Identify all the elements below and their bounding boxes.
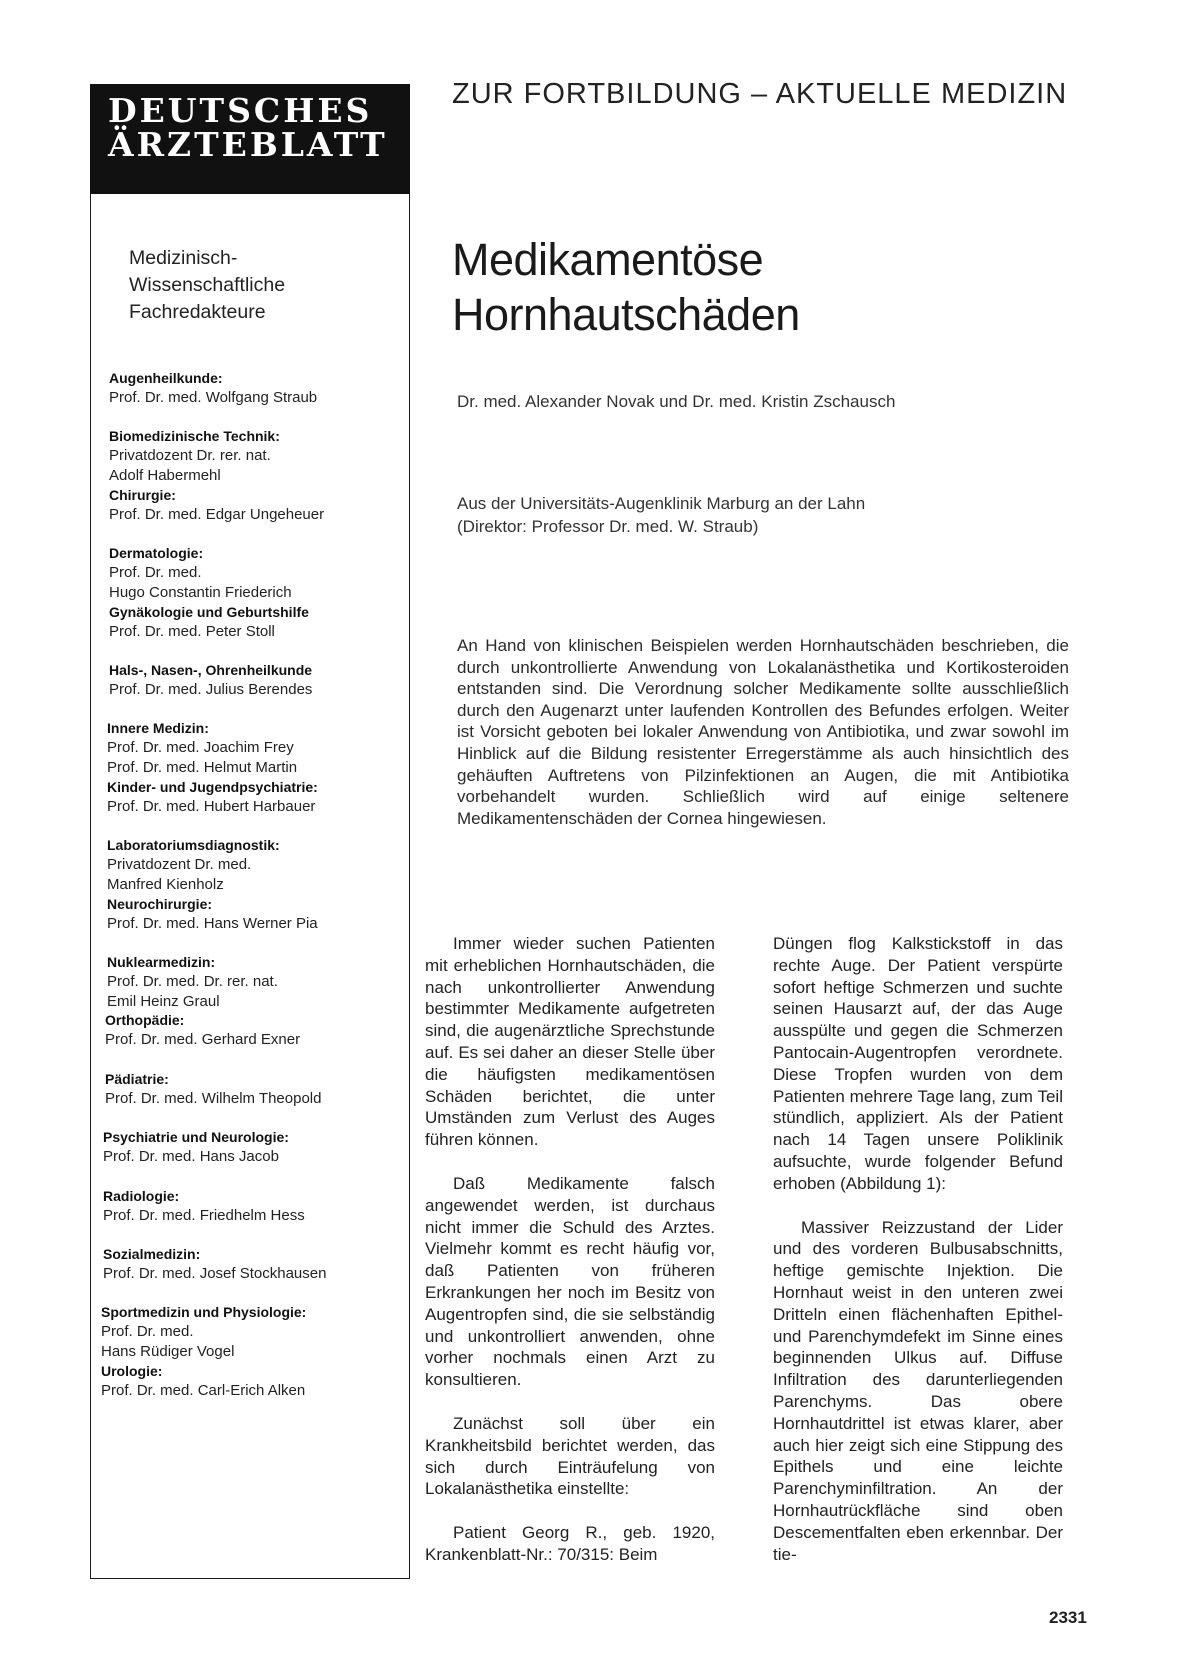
- editor-name: Prof. Dr. med. Wilhelm Theopold: [105, 1089, 322, 1107]
- body-paragraph: Immer wieder suchen Patienten mit erheblichen Hornhautschäden, die nach unkontrollierter Anwendung bestimmter Medikamente aufgetreten sind, die augenärztliche Sprechstunde auf. Es sei daher an dieser Stelle über die häufigsten medikamentösen Schäden berichtet, die unter Umständen zum Verlust des Auges führen können.: [425, 934, 715, 1150]
- article-authors: Dr. med. Alexander Novak und Dr. med. Kristin Zschausch: [457, 392, 896, 411]
- editor-name: Prof. Dr. med. Dr. rer. nat.: [107, 973, 278, 990]
- editor-entry: [103, 1128, 289, 1167]
- editor-name: Prof. Dr. med. Hans Jacob: [103, 1148, 279, 1166]
- affiliation-line-1: Aus der Universitäts-Augenklinik Marburg an der Lahn: [457, 494, 866, 513]
- editor-field: Urologie:: [101, 1362, 163, 1379]
- article-affiliation: [457, 492, 865, 538]
- editor-name: Prof. Dr. med. Helmut Martin: [107, 759, 298, 777]
- body-column-left: [425, 933, 715, 1588]
- article-abstract: An Hand von klinischen Beispielen werden Hornhautschäden beschrieben, die durch unkontrollierte Anwendung von Lokalanästhetika und Kortikosteroiden entstanden sind. Die Verordnung solcher Medikamente sollte ausschließlich durch den Augenarzt unter laufenden Kontrollen des Befundes erfolgen. Weiter ist Vorsicht geboten bei lokaler Anwendung von Antibiotika, und zwar sowohl im Hinblick auf die Bildung resistenter Erregerstämme als auch hinsichtlich des gehäuften Auftretens von Pilzinfektionen an Augen, die mit Antibiotika vorbehandelt wurden. Schließlich wird auf einige seltenere Medikamentenschäden der Cornea hingewiesen.: [457, 636, 1069, 828]
- editor-name: Privatdozent Dr. med.: [107, 856, 252, 874]
- editors-heading-line: Fachredakteure: [129, 301, 266, 323]
- editor-field: Gynäkologie und Geburtshilfe: [109, 603, 309, 620]
- editor-entry: [109, 661, 312, 700]
- editor-field: Neurochirurgie:: [107, 895, 213, 912]
- editor-entry: [109, 369, 317, 408]
- editor-entry: [105, 1011, 300, 1050]
- editor-entry: [107, 895, 318, 934]
- body-paragraph: Düngen flog Kalkstickstoff in das rechte Auge. Der Patient verspürte sofort heftige Schmerzen und suchte seinen Hausarzt auf, der das Auge ausspülte und gegen die Schmerzen Pantocain-Augentropfen verordnete. Diese Tropfen wurden von dem Patienten mehrere Tage lang, zum Teil stündlich, appliziert. Als der Patient nach 14 Tagen unsere Poliklinik aufsuchte, wurde folgender Befund erhoben (Abbildung 1):: [773, 934, 1063, 1193]
- editor-entry: [101, 1362, 305, 1401]
- body-paragraph: Massiver Reizzustand der Lider und des vorderen Bulbusabschnitts, heftige gemischte Injektion. Die Hornhaut weist in den unteren zwei Dritteln einen flächenhaften Epithel- und Parenchymdefekt im Sinne eines beginnenden Ulkus auf. Diffuse Infiltration des darunterliegenden Parenchyms. Das obere Hornhautdrittel ist etwas klarer, aber auch hier zeigt sich eine Stippung des Epithels und eine leichte Parenchyminfiltration. An der Hornhautrückfläche sind oben Descementfalten eben erkennbar. Der tie-: [773, 1217, 1063, 1564]
- editor-field: Sportmedizin und Physiologie:: [101, 1304, 307, 1321]
- editor-name: Prof. Dr. med. Carl-Erich Alken: [101, 1381, 306, 1399]
- editorial-sidebar: [90, 84, 410, 1579]
- editor-name: Prof. Dr. med. Hans Werner Pia: [107, 914, 318, 932]
- editors-heading-line: Medizinisch-: [129, 247, 238, 269]
- editor-entry: [101, 1303, 306, 1362]
- editor-field: Psychiatrie und Neurologie:: [103, 1129, 289, 1146]
- masthead-line-1: DEUTSCHES: [108, 91, 373, 130]
- editor-name: Prof. Dr. med. Julius Berendes: [109, 681, 313, 698]
- editor-name: Prof. Dr. med. Peter Stoll: [109, 622, 275, 640]
- editor-field: Innere Medizin:: [107, 720, 209, 737]
- editor-field: Hals-, Nasen-, Ohrenheilkunde: [109, 662, 313, 678]
- editor-entry: [109, 486, 324, 525]
- editor-entry: [103, 1187, 305, 1226]
- editor-entry: [109, 603, 309, 642]
- body-column-right: [773, 933, 1063, 1587]
- editor-field: Pädiatrie:: [105, 1070, 169, 1087]
- editor-name: Prof. Dr. med. Friedhelm Hess: [103, 1206, 305, 1224]
- editor-name: Prof. Dr. med. Josef Stockhausen: [103, 1265, 327, 1282]
- editor-name: Adolf Habermehl: [109, 467, 221, 485]
- editors-heading-line: Wissenschaftliche: [129, 274, 286, 296]
- editor-name: Prof. Dr. med.: [101, 1323, 194, 1341]
- article-title-line-1: Medikamentöse: [452, 234, 764, 285]
- editor-entry: [103, 1245, 326, 1284]
- editor-name: Privatdozent Dr. rer. nat.: [109, 447, 271, 465]
- page-number: 2331: [1049, 1608, 1087, 1627]
- editor-name: Hugo Constantin Friederich: [109, 584, 292, 602]
- editor-entry: [107, 836, 280, 895]
- editor-entry: [107, 778, 318, 817]
- editor-field: Chirurgie:: [109, 486, 176, 503]
- article-title: [452, 232, 800, 342]
- editor-field: Laboratoriumsdiagnostik:: [107, 837, 280, 854]
- journal-masthead: [90, 84, 410, 194]
- body-paragraph: Zunächst soll über ein Krankheitsbild berichtet werden, das sich durch Einträufelung von Lokalanästhetika einstellte:: [425, 1413, 715, 1499]
- editor-field: Dermatologie:: [109, 545, 204, 562]
- editors-heading: [129, 245, 285, 326]
- editor-name: Hans Rüdiger Vogel: [101, 1343, 235, 1361]
- editor-field: Sozialmedizin:: [103, 1246, 201, 1262]
- editor-field: Radiologie:: [103, 1187, 180, 1204]
- editor-field: Kinder- und Jugendpsychiatrie:: [107, 778, 318, 795]
- editor-field: Biomedizinische Technik:: [109, 428, 280, 445]
- editor-field: Augenheilkunde:: [109, 370, 223, 386]
- editor-name: Prof. Dr. med. Gerhard Exner: [105, 1031, 301, 1049]
- body-paragraph: Patient Georg R., geb. 1920, Krankenblatt-Nr.: 70/315: Beim: [425, 1523, 715, 1564]
- editor-entry: [107, 719, 297, 778]
- masthead-line-2: ÄRZTEBLATT: [108, 125, 388, 164]
- editor-field: Nuklearmedizin:: [107, 954, 216, 970]
- editor-name: Prof. Dr. med. Wolfgang Straub: [109, 389, 318, 406]
- editor-entry: [109, 544, 292, 603]
- body-paragraph: Daß Medikamente falsch angewendet werden, ist durchaus nicht immer die Schuld des Arztes. Vielmehr kommt es recht häufig vor, daß Patienten von früheren Erkrankungen her noch im Besitz von Augentropfen sind, die sie selbständig und unkontrolliert anwenden, ohne vorher nochmals einen Arzt zu konsultieren.: [425, 1173, 715, 1390]
- editor-name: Prof. Dr. med. Joachim Frey: [107, 739, 294, 757]
- editor-name: Prof. Dr. med.: [109, 564, 202, 582]
- editor-entry: [109, 427, 280, 486]
- editor-name: Prof. Dr. med. Edgar Ungeheuer: [109, 505, 325, 523]
- editor-name: Prof. Dr. med. Hubert Harbauer: [107, 797, 316, 815]
- section-heading: ZUR FORTBILDUNG – AKTUELLE MEDIZIN: [452, 78, 1068, 110]
- editor-entry: [107, 953, 278, 1012]
- editor-name: Emil Heinz Graul: [107, 993, 220, 1010]
- editor-entry: [105, 1070, 321, 1109]
- article-title-line-2: Hornhautschäden: [452, 289, 800, 340]
- editor-name: Manfred Kienholz: [107, 876, 224, 894]
- affiliation-line-2: (Direktor: Professor Dr. med. W. Straub): [457, 517, 759, 536]
- editor-field: Orthopädie:: [105, 1012, 185, 1029]
